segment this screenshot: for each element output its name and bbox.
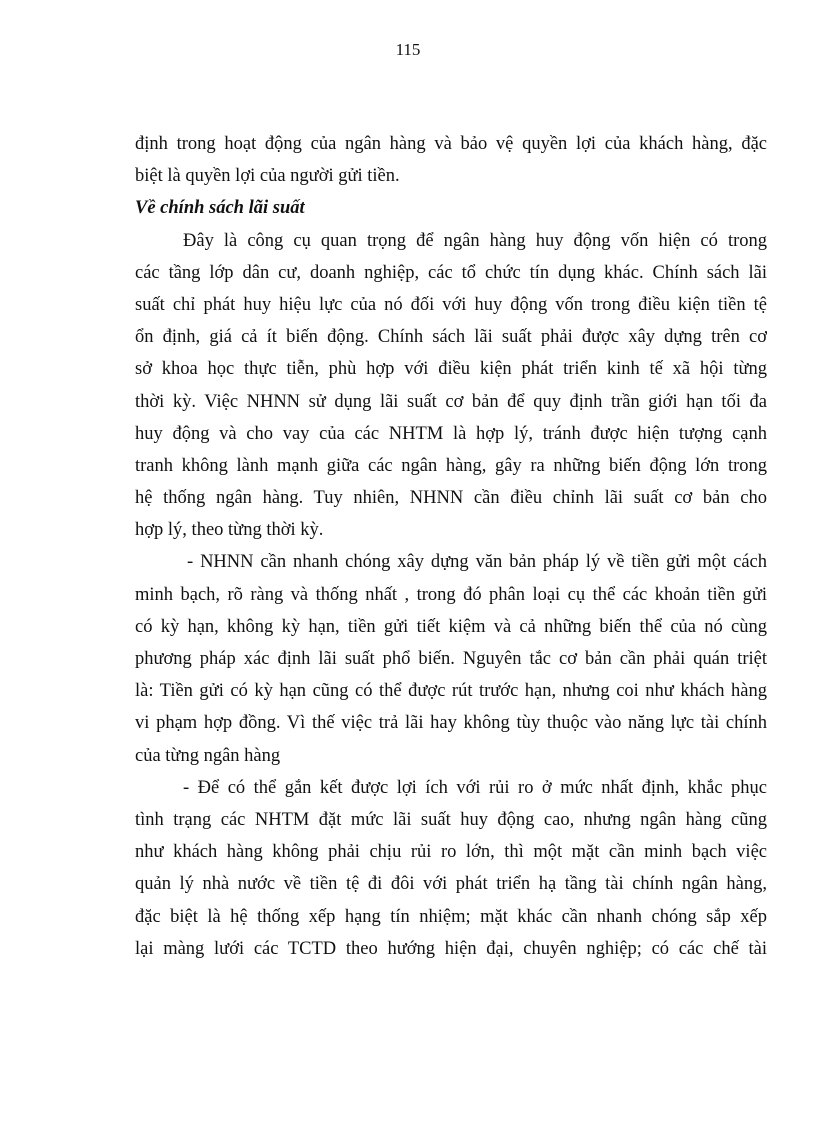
text-line: - NHNN cần nhanh chóng xây dựng văn bản pháp lý về tiền gửi một cách [187,552,767,573]
text-line: suất chỉ phát huy hiệu lực của nó đối với huy động vốn trong điều kiện tiền tệ [135,294,767,315]
text-line: hệ thống ngân hàng. Tuy nhiên, NHNN cần điều chỉnh lãi suất cơ bản cho [135,488,767,509]
text-line: hợp lý, theo từng thời kỳ. [135,520,324,541]
text-line: tình trạng các NHTM đặt mức lãi suất huy động cao, nhưng ngân hàng cũng [135,809,767,830]
section-heading: Về chính sách lãi suất [135,198,305,219]
text-line: Đây là công cụ quan trọng để ngân hàng huy động vốn hiện có trong [183,230,767,251]
text-line: huy động và cho vay của các NHTM là hợp lý, tránh được hiện tượng cạnh [135,423,767,444]
text-line: đặc biệt là hệ thống xếp hạng tín nhiệm; mặt khác cần nhanh chóng sắp xếp [135,906,767,927]
text-line: phương pháp xác định lãi suất phổ biến. Nguyên tắc cơ bản cần phải quán triệt [135,649,767,669]
text-line: quản lý nhà nước về tiền tệ đi đôi với phát triển hạ tầng tài chính ngân hàng, [135,874,767,895]
text-line: là: Tiền gửi có kỳ hạn cũng có thể được rút trước hạn, nhưng coi như khách hàng [135,681,767,702]
text-line: có kỳ hạn, không kỳ hạn, tiền gửi tiết kiệm và cả những biến thể của nó cùng [135,616,767,637]
page-number: 115 [395,40,421,59]
text-line: minh bạch, rõ ràng và thống nhất , trong đó phân loại cụ thể các khoản tiền gửi [135,584,767,605]
text-line: sở khoa học thực tiễn, phù hợp với điều kiện phát triển kinh tế xã hội từng [135,359,767,380]
text-line: ổn định, giá cả ít biến động. Chính sách lãi suất phải được xây dựng trên cơ [135,327,767,348]
text-line: các tầng lớp dân cư, doanh nghiệp, các tổ chức tín dụng khác. Chính sách lãi [135,262,767,283]
text-line: thời kỳ. Việc NHNN sử dụng lãi suất cơ bản để quy định trần giới hạn tối đa [135,391,767,412]
text-line: của từng ngân hàng [135,745,281,766]
document-body [135,128,767,965]
text-line: định trong hoạt động của ngân hàng và bảo vệ quyền lợi của khách hàng, đặc [135,134,767,154]
text-line: như khách hàng không phải chịu rủi ro lớn, thì một mặt cần minh bạch việc [135,842,767,863]
text-line: lại màng lưới các TCTD theo hướng hiện đại, chuyên nghiệp; có các chế tài [135,938,767,959]
text-line: biệt là quyền lợi của người gửi tiền. [135,166,400,187]
text-line: tranh không lành mạnh giữa các ngân hàng, gây ra những biến động lớn trong [135,455,767,476]
text-line: vi phạm hợp đồng. Vì thế việc trả lãi hay không tùy thuộc vào năng lực tài chính [135,713,767,734]
text-line: - Để có thể gắn kết được lợi ích với rủi ro ở mức nhất định, khắc phục [183,777,767,798]
